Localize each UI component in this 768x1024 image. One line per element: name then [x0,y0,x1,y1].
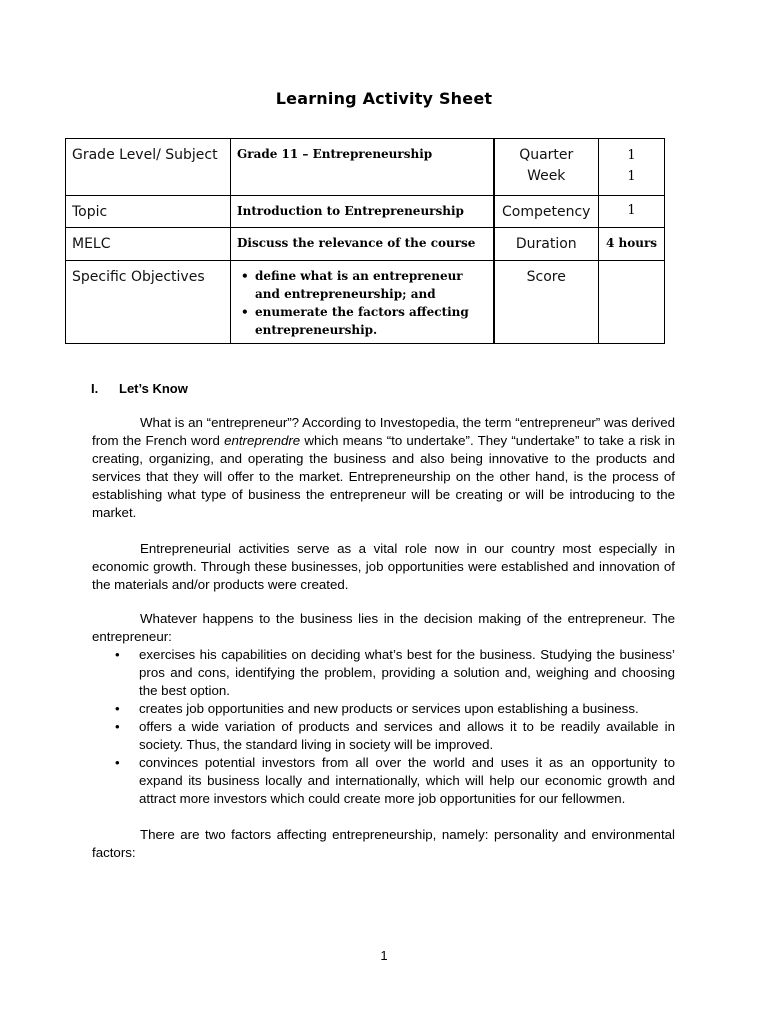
topic-label-cell [66,196,231,228]
section-title: Let’s Know [119,381,188,396]
melc-label: MELC [72,236,111,252]
page-number: 1 [380,948,388,963]
bullet-icon: • [115,719,120,734]
paragraph-1-part-b: which means “to undertake”. They “undertake” to take a risk in creating, organizing, and operating the business and also being innovative to the products and services that they will offer to the market. Entrepreneurship on the other hand, is the process of establishing what type of business the entrepreneur will be creating or will be introducing to the market. [92,433,675,520]
list-item [115,754,675,808]
bullet-icon: • [115,755,120,770]
score-value-cell [599,261,665,344]
week-value: 1 [627,169,636,184]
week-label: Week [527,168,566,184]
score-label: Score [526,269,566,285]
competency-label: Competency [502,204,591,220]
competency-value: 1 [627,203,636,218]
grade-value-cell [231,139,494,196]
objectives-cell [231,261,494,344]
quarter-week-label-cell [494,139,599,196]
entrepreneur-bullet-list [115,646,675,808]
duration-label: Duration [515,236,577,252]
paragraph-1-italic-term: entreprendre [224,433,301,448]
list-item-text: creates job opportunities and new products or services upon establishing a business. [139,701,639,716]
paragraph-3-text: Whatever happens to the business lies in the decision making of the entrepreneur. The entrepreneur: [92,611,675,644]
duration-label-cell [494,228,599,261]
paragraph-2-text: Entrepreneurial activities serve as a vital role now in our country most especially in economic growth. Through these businesses, job opportunities were established and innovation of the materials and/or products were created. [92,541,675,592]
objectives-list [237,267,487,339]
grade-label: Grade Level/ Subject [72,147,218,163]
melc-value: Discuss the relevance of the course [237,236,476,250]
competency-value-cell [599,196,665,228]
score-label-cell [494,261,599,344]
objectives-label-cell [66,261,231,344]
duration-value: 4 hours [605,236,658,250]
bullet-icon: • [115,647,120,662]
topic-value: Introduction to Entrepreneurship [237,204,464,218]
competency-label-cell [494,196,599,228]
quarter-value: 1 [627,148,636,163]
info-table [65,138,665,344]
objectives-label: Specific Objectives [72,269,205,285]
paragraph-3 [92,610,675,646]
duration-value-cell [599,228,665,261]
list-item [115,646,675,700]
document-title: Learning Activity Sheet [275,89,493,108]
quarter-label: Quarter [519,147,574,163]
grade-value: Grade 11 – Entrepreneurship [237,147,433,161]
topic-value-cell [231,196,494,228]
bullet-icon: • [115,701,120,716]
objective-item: • define what is an entrepreneur and entrepreneurship; and [255,267,487,303]
paragraph-1-part-a: What is an “entrepreneur”? According to Investopedia, the term “entrepreneur” was derived from the French word [92,415,675,448]
list-item [115,718,675,754]
section-heading [91,381,188,396]
list-item [115,700,675,718]
list-item-text: convinces potential investors from all over the world and uses it as an opportunity to expand its business locally and internationally, which will help our economic growth and attract more investors which could create more job opportunities for our fellowmen. [139,755,675,806]
paragraph-1 [92,414,675,522]
paragraph-4-text: There are two factors affecting entrepreneurship, namely: personality and environmental factors: [92,827,675,860]
paragraph-4 [92,826,675,862]
objective-item: • enumerate the factors affecting entrepreneurship. [255,303,487,339]
section-number: I. [91,381,99,396]
list-item-text: offers a wide variation of products and services and allows it to be readily available in society. Thus, the standard living in society will be improved. [139,719,675,752]
melc-value-cell [231,228,494,261]
quarter-week-value-cell [599,139,665,196]
topic-label: Topic [72,204,108,220]
paragraph-2 [92,540,675,594]
grade-label-cell [66,139,231,196]
melc-label-cell [66,228,231,261]
list-item-text: exercises his capabilities on deciding what’s best for the business. Studying the business’ pros and cons, identifying the problem, providing a solution and, weighing and choosing the best option. [139,647,675,698]
